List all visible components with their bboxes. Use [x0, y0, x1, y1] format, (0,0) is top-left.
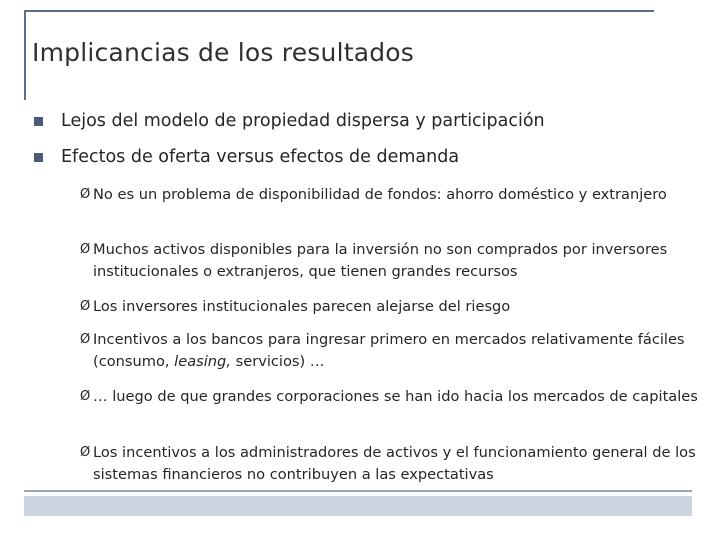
subbullet-4-text-b: servicios) … [230, 353, 325, 370]
arrow-bullet-icon: Ø [80, 299, 91, 314]
square-bullet-icon [34, 117, 43, 126]
bullet-2-text: Efectos de oferta versus efectos de demanda [61, 147, 460, 167]
subbullet-4-text-a: Incentivos a los bancos para ingresar primero en mercados relativamente fáciles (consumo, [93, 331, 685, 370]
slide-title: Implicancias de los resultados [32, 38, 415, 67]
subbullet-1-text: No es un problema de disponibilidad de fondos: ahorro doméstico y extranjero [93, 186, 667, 203]
square-bullet-icon [34, 153, 43, 162]
arrow-bullet-icon: Ø [80, 242, 91, 257]
subbullet-5 [80, 386, 705, 408]
footer-bar [24, 496, 692, 516]
subbullet-2 [80, 239, 705, 283]
subbullet-4-text [93, 329, 705, 373]
subbullet-6-text: Los incentivos a los administradores de activos y el funcionamiento general de los sistemas financieros no contribuyen a las expectativas [93, 444, 696, 483]
arrow-bullet-icon: Ø [80, 332, 91, 347]
subbullet-4 [80, 329, 705, 373]
subbullet-2-text: Muchos activos disponibles para la inversión no son comprados por inversores institucionales o extranjeros, que tienen grandes recursos [93, 241, 668, 280]
arrow-bullet-icon: Ø [80, 389, 91, 404]
subbullet-4-italic: leasing, [174, 353, 231, 370]
subbullet-3-text: Los inversores institucionales parecen alejarse del riesgo [93, 298, 511, 315]
bullet-1-text: Lejos del modelo de propiedad dispersa y participación [61, 111, 545, 131]
arrow-bullet-icon: Ø [80, 445, 91, 460]
arrow-bullet-icon: Ø [80, 187, 91, 202]
subbullet-1 [80, 184, 705, 206]
subbullet-5-text: … luego de que grandes corporaciones se han ido hacia los mercados de capitales [93, 388, 698, 405]
footer-divider [24, 490, 692, 492]
subbullet-3 [80, 296, 705, 318]
subbullet-6 [80, 442, 705, 486]
